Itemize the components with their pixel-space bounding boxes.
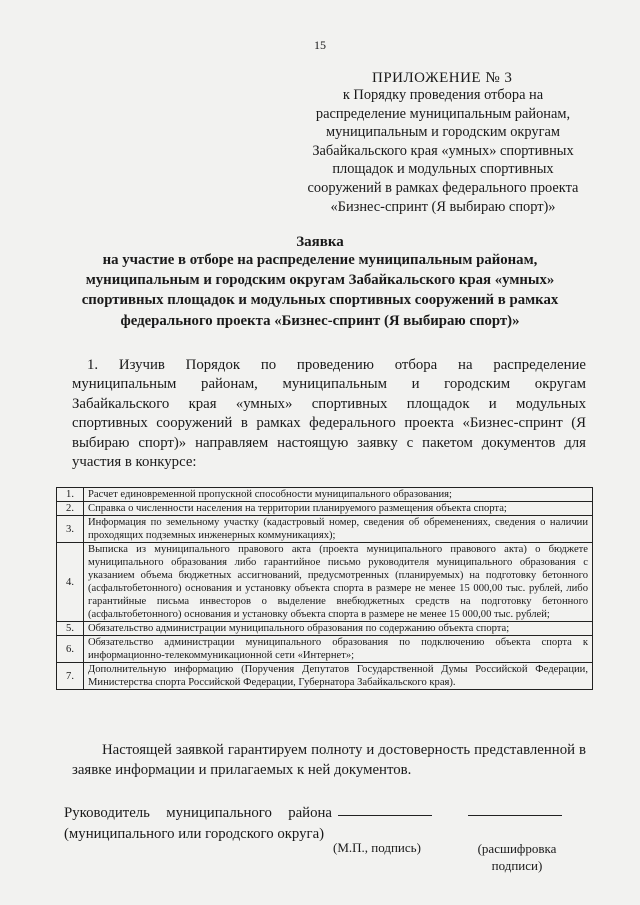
subtitle-line: федерального проекта «Бизнес-спринт (Я выбираю спорт)» — [120, 312, 520, 329]
appendix-line: муниципальным и городским округам — [325, 124, 561, 141]
subtitle-line: на участие в отборе на распределение муниципальным районам, — [102, 252, 538, 268]
subtitle-line: муниципальным и городским округам Забайкальского края «умных» — [85, 272, 555, 289]
appendix-line: площадок и модульных спортивных — [332, 161, 554, 178]
row-text: Расчет единовременной пропускной способности муниципального образования; — [84, 488, 593, 502]
row-number: 5. — [57, 622, 84, 636]
row-text: Справка о численности населения на территории планируемого размещения объекта спорта; — [84, 502, 593, 516]
intro-line: выбираю спорт)» направляем настоящую заявку с пакетом документов для — [72, 434, 586, 451]
signature-decode-line — [468, 815, 562, 816]
signature-decode-caption — [462, 840, 572, 874]
table-row — [57, 502, 593, 516]
head-label-line: Руководитель муниципального района — [64, 805, 332, 821]
head-label-line: (муниципального или городского округа) — [64, 825, 325, 842]
page-number: 15 — [314, 38, 326, 52]
intro-paragraph — [72, 356, 586, 472]
intro-line: 1. Изучив Порядок по проведению отбора на распределение — [87, 357, 586, 373]
application-title: Заявка — [296, 234, 344, 250]
appendix-title: ПРИЛОЖЕНИЕ № 3 — [372, 70, 513, 86]
intro-line: муниципальным районам, муниципальным и городским округам — [72, 376, 586, 393]
decode-caption-line: подписи) — [491, 858, 543, 873]
row-number: 6. — [57, 636, 84, 663]
guarantee-line: Настоящей заявкой гарантируем полноту и достоверность представленной в — [102, 742, 586, 758]
guarantee-paragraph — [72, 740, 586, 780]
row-text: Выписка из муниципального правового акта (проекта муниципального правового акта) о бюджете муниципального образования либо гарантийное письмо руководителя муниципального образования с указанием объема бюджетных ассигнований, предусмотренных (планируемых) на подготовку бетонного (асфальтобетонного) основания и установку объекта спорта в размере не менее 15 000,00 тыс. рублей, либо гарантийные письма инвесторов о выделение внебюджетных средств на подготовку бетонного (асфальтобетонного) основания и установку объекта спорта в размере не менее 15 000,00 тыс. рублей; — [84, 543, 593, 622]
row-number: 7. — [57, 663, 84, 690]
table-row — [57, 488, 593, 502]
table-row — [57, 636, 593, 663]
row-text: Обязательство администрации муниципального образования по содержанию объекта спорта; — [84, 622, 593, 636]
row-number: 2. — [57, 502, 84, 516]
row-text: Информация по земельному участку (кадастровый номер, сведения об обременениях, сведения о наличии проходящих подземных инженерных коммуникациях); — [84, 516, 593, 543]
subtitle-line: спортивных площадок и модульных спортивных сооружений в рамках — [81, 292, 559, 309]
table-row — [57, 543, 593, 622]
row-text: Дополнительную информацию (Поручения Депутатов Государственной Думы Российской Федерации, Министерства спорта Российской Федерации, Губернатора Забайкальского края). — [84, 663, 593, 690]
decode-caption-line: (расшифровка — [477, 841, 557, 856]
guarantee-line: заявке информации и прилагаемых к ней документов. — [72, 762, 412, 778]
head-of-municipality-label — [64, 803, 332, 844]
stamp-signature-caption: (М.П., подпись) — [333, 840, 421, 855]
appendix-line: «Бизнес-спринт (Я выбираю спорт)» — [330, 198, 556, 215]
signature-line — [338, 815, 432, 816]
appendix-line: сооружений в рамках федерального проекта — [307, 179, 579, 196]
row-text: Обязательство администрации муниципального образования по подключению объекта спорта к информационно-телекоммуникационной сети «Интернет»; — [84, 636, 593, 663]
appendix-line: к Порядку проведения отбора на — [342, 87, 544, 103]
intro-line: спортивных сооружений в рамках федерального проекта «Бизнес-спринт (Я — [72, 415, 586, 432]
row-number: 3. — [57, 516, 84, 543]
appendix-line: распределение муниципальным районам, — [315, 105, 571, 122]
appendix-description — [270, 86, 616, 216]
intro-line: Забайкальского края «умных» спортивных площадок и модульных — [72, 395, 586, 412]
table-row — [57, 663, 593, 690]
application-subtitle — [40, 250, 600, 331]
row-number: 4. — [57, 543, 84, 622]
intro-line: участия в конкурсе: — [72, 454, 197, 471]
row-number: 1. — [57, 488, 84, 502]
documents-table — [56, 487, 593, 690]
table-row — [57, 516, 593, 543]
table-row — [57, 622, 593, 636]
appendix-line: Забайкальского края «умных» спортивных — [312, 142, 574, 159]
